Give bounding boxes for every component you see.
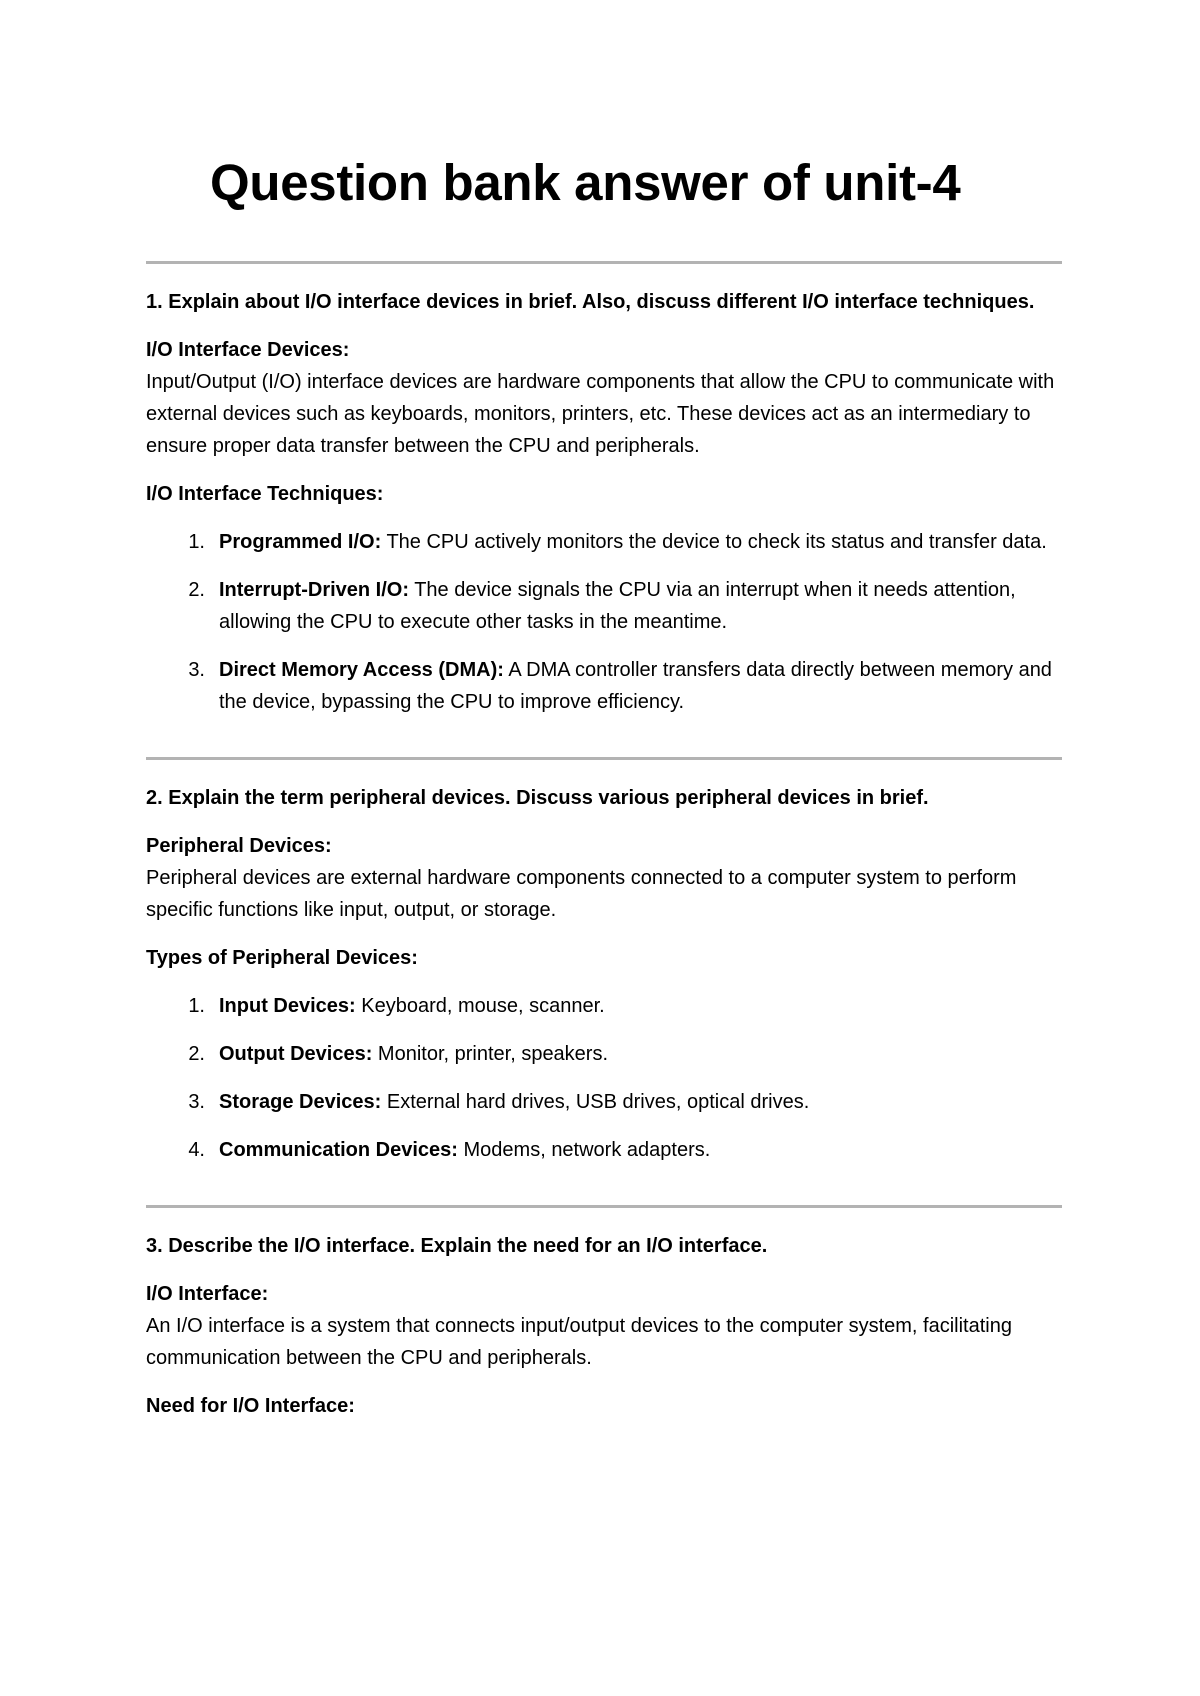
list-item-text bbox=[219, 654, 1062, 718]
divider bbox=[146, 261, 1062, 264]
list-item-description: A DMA controller transfers data directly between memory and the device, bypassing the CPU to improve efficiency. bbox=[219, 659, 1052, 713]
section-3 bbox=[146, 1230, 1062, 1422]
list-item-text bbox=[219, 574, 1062, 638]
list-item bbox=[146, 1038, 1062, 1070]
question-3: 3. Describe the I/O interface. Explain the need for an I/O interface. bbox=[146, 1235, 768, 1257]
list-item-term: Output Devices: bbox=[219, 1043, 373, 1065]
heading-io-interface-devices: I/O Interface Devices: bbox=[146, 339, 350, 361]
list-item-number: 1. bbox=[188, 995, 205, 1017]
list-item-term: Programmed I/O: bbox=[219, 531, 382, 553]
list-item-text bbox=[219, 1134, 1062, 1166]
list-item-number: 3. bbox=[188, 659, 205, 681]
list-item-number: 2. bbox=[188, 1043, 205, 1065]
list-item-number: 2. bbox=[188, 579, 205, 601]
heading-io-interface-techniques: I/O Interface Techniques: bbox=[146, 483, 384, 505]
list-item-text bbox=[219, 1038, 1062, 1070]
heading-need-for-io-interface: Need for I/O Interface: bbox=[146, 1395, 355, 1417]
list-item bbox=[146, 1134, 1062, 1166]
list-io-techniques bbox=[146, 526, 1062, 718]
list-item-description: The CPU actively monitors the device to check its status and transfer data. bbox=[381, 531, 1047, 553]
paragraph-peripheral-devices: Peripheral devices are external hardware components connected to a computer system to perform specific functions like input, output, or storage. bbox=[146, 867, 1017, 921]
heading-types-of-peripheral-devices: Types of Peripheral Devices: bbox=[146, 947, 418, 969]
divider bbox=[146, 1205, 1062, 1208]
list-item-term: Interrupt-Driven I/O: bbox=[219, 579, 410, 601]
heading-peripheral-devices: Peripheral Devices: bbox=[146, 835, 332, 857]
list-item-text bbox=[219, 1086, 1062, 1118]
list-item bbox=[146, 526, 1062, 558]
list-item-term: Input Devices: bbox=[219, 995, 356, 1017]
list-item-number: 3. bbox=[188, 1091, 205, 1113]
paragraph-io-interface-devices: Input/Output (I/O) interface devices are hardware components that allow the CPU to communicate with external devices such as keyboards, monitors, printers, etc. These devices act as an intermediary to ensure proper data transfer between the CPU and peripherals. bbox=[146, 371, 1055, 457]
heading-io-interface: I/O Interface: bbox=[146, 1283, 269, 1305]
list-item bbox=[146, 1086, 1062, 1118]
list-item-number: 4. bbox=[188, 1139, 205, 1161]
page-title: Question bank answer of unit-4 bbox=[210, 154, 961, 211]
section-2 bbox=[146, 782, 1062, 1166]
list-item-term: Direct Memory Access (DMA): bbox=[219, 659, 504, 681]
list-item-number: 1. bbox=[188, 531, 205, 553]
section-1 bbox=[146, 286, 1062, 718]
list-item-description: Monitor, printer, speakers. bbox=[372, 1043, 609, 1065]
list-item bbox=[146, 990, 1062, 1022]
question-2: 2. Explain the term peripheral devices. Discuss various peripheral devices in brief. bbox=[146, 787, 929, 809]
paragraph-io-interface: An I/O interface is a system that connects input/output devices to the computer system, facilitating communication between the CPU and peripherals. bbox=[146, 1315, 1012, 1369]
list-item bbox=[146, 654, 1062, 718]
list-item bbox=[146, 574, 1062, 638]
list-item-text bbox=[219, 526, 1062, 558]
list-item-description: Modems, network adapters. bbox=[457, 1139, 711, 1161]
list-item-description: Keyboard, mouse, scanner. bbox=[355, 995, 605, 1017]
list-item-term: Storage Devices: bbox=[219, 1091, 382, 1113]
list-item-description: The device signals the CPU via an interrupt when it needs attention, allowing the CPU to execute other tasks in the meantime. bbox=[219, 579, 1016, 633]
list-peripheral-types bbox=[146, 990, 1062, 1166]
divider bbox=[146, 757, 1062, 760]
list-item-text bbox=[219, 990, 1062, 1022]
list-item-description: External hard drives, USB drives, optical drives. bbox=[381, 1091, 810, 1113]
list-item-term: Communication Devices: bbox=[219, 1139, 458, 1161]
question-1: 1. Explain about I/O interface devices in brief. Also, discuss different I/O interface techniques. bbox=[146, 291, 1035, 313]
